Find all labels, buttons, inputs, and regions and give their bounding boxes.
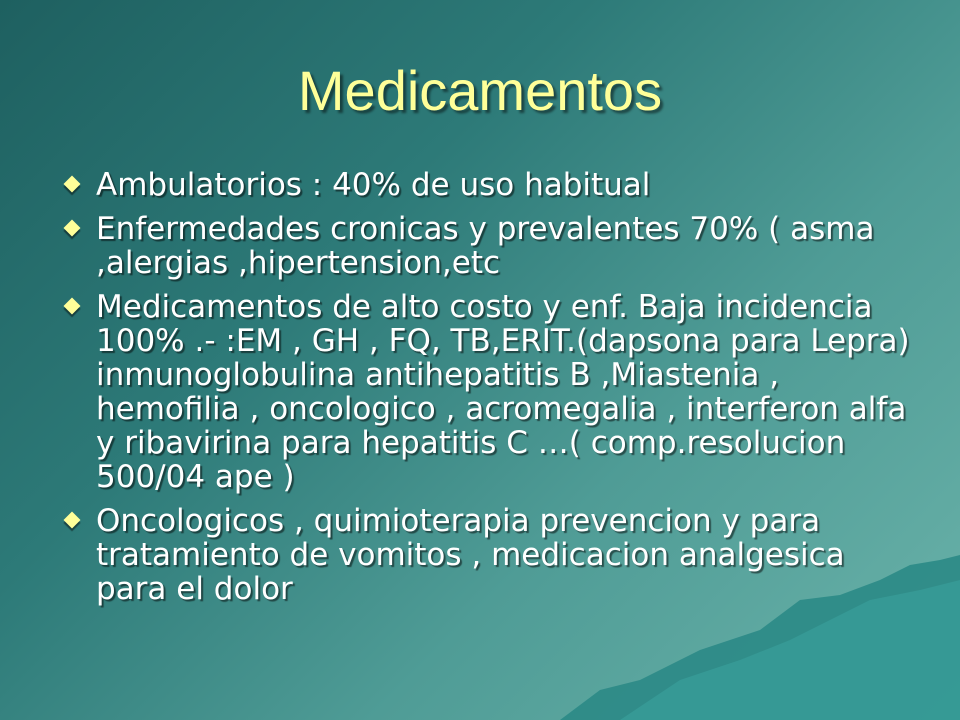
- diamond-bullet-icon: [64, 512, 81, 529]
- bullet-list: [60, 168, 910, 616]
- bullet-text: Ambulatorios : 40% de uso habitual: [96, 167, 651, 203]
- bullet-item: [60, 504, 910, 606]
- bullet-text: Oncologicos , quimioterapia prevencion y para tratamiento de vomitos , medicacion analgesica para el dolor: [96, 503, 845, 607]
- bullet-text: Medicamentos de alto costo y enf. Baja incidencia 100% .- :EM , GH , FQ, TB,ERIT.(dapsona para Lepra) inmunoglobulina antihepatitis B ,Miastenia , hemofilia , oncologico , acromegalia , interferon alfa y ribavirina para hepatitis C …( comp.resolucion 500/04 ape ): [96, 289, 910, 495]
- bullet-item: [60, 168, 910, 202]
- bullet-item: [60, 212, 910, 280]
- diamond-bullet-icon: [64, 176, 81, 193]
- bullet-item: [60, 290, 910, 494]
- slide-title: Medicamentos: [297, 59, 663, 122]
- diamond-bullet-icon: [64, 298, 81, 315]
- diamond-bullet-icon: [64, 220, 81, 237]
- bullet-text: Enfermedades cronicas y prevalentes 70% ( asma ,alergias ,hipertension,etc: [96, 211, 875, 281]
